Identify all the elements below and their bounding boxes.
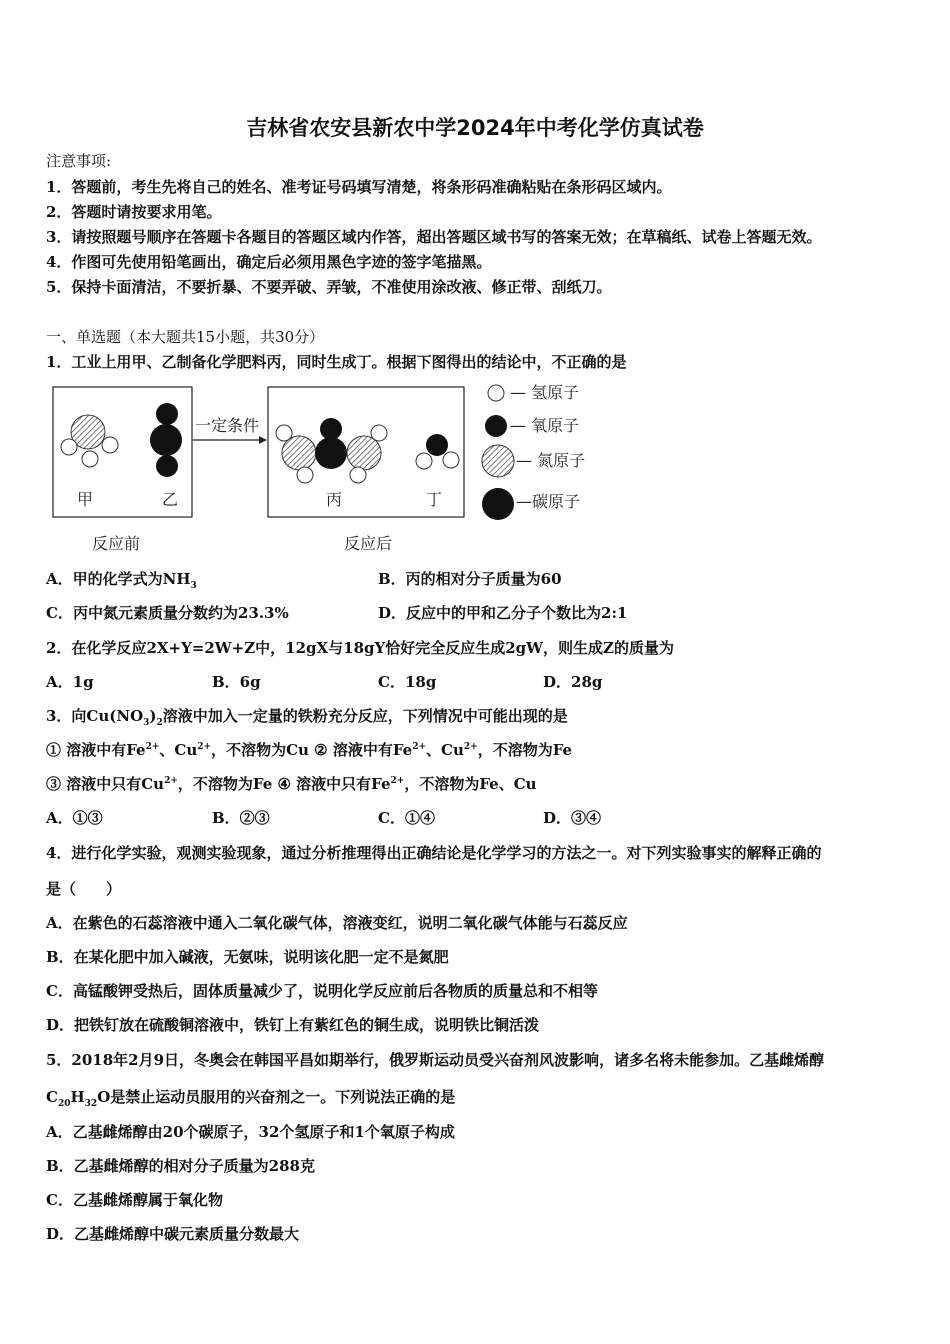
q5-option-c: C．乙基雌烯醇属于氧化物 <box>46 1191 223 1209</box>
atom-legend <box>482 383 585 520</box>
label-bing: 丙 <box>326 490 343 509</box>
q2-stem: 2．在化学反应2X+Y=2W+Z中，12gX与18gY恰好完全反应生成2gW，则生成Z的质量为 <box>46 639 674 657</box>
caption-before: 反应前 <box>92 534 141 553</box>
q2-option-a: A．1g <box>46 673 94 691</box>
note-item: 1．答题前，考生先将自己的姓名、准考证号码填写清楚，将条形码准确粘贴在条形码区域内。 <box>46 178 672 196</box>
q5-option-b: B．乙基雌烯醇的相对分子质量为288克 <box>46 1157 315 1175</box>
q3-option-b: B．②③ <box>212 809 270 827</box>
arrow-head <box>259 436 267 444</box>
q1-option-a: A．甲的化学式为$NH_3$ <box>46 570 197 591</box>
q4-option-a: A．在紫色的石蕊溶液中通入二氧化碳气体，溶液变红，说明二氧化碳气体能与石蕊反应 <box>46 914 628 932</box>
q4-option-b: B．在某化肥中加入碱液，无氨味，说明该化肥一定不是氮肥 <box>46 948 449 966</box>
q3-option-c: C．①④ <box>378 809 435 827</box>
section-heading: 一、单选题（本大题共15小题，共30分） <box>46 328 325 346</box>
page-title: 吉林省农安县新农中学2024年中考化学仿真试卷 <box>246 116 704 140</box>
arrow-condition: 一定条件 <box>195 416 260 435</box>
q1-option-c: C．丙中氮元素质量分数约为23.3% <box>46 604 289 622</box>
label-yi: 乙 <box>162 490 179 509</box>
label-ding: 丁 <box>426 490 443 509</box>
q4-option-d: D．把铁钉放在硫酸铜溶液中，铁钉上有紫红色的铜生成，说明铁比铜活泼 <box>46 1016 540 1034</box>
caption-after: 反应后 <box>344 534 393 553</box>
q5-stem-line-1: 5．2018年2月9日，冬奥会在韩国平昌如期举行，俄罗斯运动员受兴奋剂风波影响，诸多名将未能参加。乙基雌烯醇 <box>46 1051 825 1069</box>
note-item: 4．作图可先使用铅笔画出，确定后必须用黑色字迹的签字笔描黑。 <box>46 253 492 271</box>
q4-stem-line-1: 4．进行化学实验，观测实验现象，通过分析推理得出正确结论是化学学习的方法之一。对下列实验事实的解释正确的 <box>46 844 822 862</box>
nitrogen-atom-icon <box>482 445 514 477</box>
label-jia: 甲 <box>77 490 94 509</box>
legend-carbon: —碳原子 <box>516 492 581 511</box>
q3-cases-line-2: ③ 溶液中只有$Cu^{2+}$，不溶物为Fe ④ 溶液中只有$Fe^{2+}$，不溶物为Fe、Cu <box>46 775 537 793</box>
q2-option-c: C．18g <box>378 673 437 691</box>
q2-option-b: B．6g <box>212 673 261 691</box>
q4-stem-line-2: 是（ ） <box>46 880 122 898</box>
q4-option-c: C．高锰酸钾受热后，固体质量减少了，说明化学反应前后各物质的质量总和不相等 <box>46 982 598 1000</box>
q3-cases-line-1: ① 溶液中有$Fe^{2+}$、$Cu^{2+}$，不溶物为Cu ② 溶液中有$Fe^{2+}$、$Cu^{2+}$，不溶物为Fe <box>46 741 573 759</box>
q5-option-a: A．乙基雌烯醇由20个碳原子，32个氢原子和1个氧原子构成 <box>46 1123 455 1141</box>
q1-option-d: D．反应中的甲和乙分子个数比为2:1 <box>378 604 628 622</box>
notes-heading: 注意事项: <box>46 152 112 170</box>
q1-stem: 1．工业上用甲、乙制备化学肥料丙，同时生成丁。根据下图得出的结论中，不正确的是 <box>46 353 627 371</box>
legend-hydrogen: — 氢原子 <box>510 383 580 402</box>
q3-option-d: D．③④ <box>543 809 602 827</box>
molecule-reaction-diagram <box>50 380 610 560</box>
hydrogen-atom-icon <box>488 385 504 401</box>
note-item: 5．保持卡面清洁，不要折暴、不要弄破、弄皱，不准使用涂改液、修正带、刮纸刀。 <box>46 278 612 296</box>
q1-option-b: B．丙的相对分子质量为60 <box>378 570 562 588</box>
note-item: 2．答题时请按要求用笔。 <box>46 203 222 221</box>
carbon-atom-icon <box>482 488 514 520</box>
oxygen-atom-icon <box>485 415 507 437</box>
legend-oxygen: — 氧原子 <box>510 416 580 435</box>
legend-nitrogen: — 氮原子 <box>516 451 586 470</box>
q3-stem: 3．向$Cu(NO_3)_2$溶液中加入一定量的铁粉充分反应，下列情况中可能出现的是 <box>46 707 568 728</box>
note-item: 3．请按照题号顺序在答题卡各题目的答题区域内作答，超出答题区域书写的答案无效；在草稿纸、试卷上答题无效。 <box>46 228 822 246</box>
q2-option-d: D．28g <box>543 673 603 691</box>
q3-option-a: A．①③ <box>46 809 103 827</box>
q5-stem-line-2: $C_{20}H_{32}O$是禁止运动员服用的兴奋剂之一。下列说法正确的是 <box>46 1088 456 1109</box>
q5-option-d: D．乙基雌烯醇中碳元素质量分数最大 <box>46 1225 300 1243</box>
